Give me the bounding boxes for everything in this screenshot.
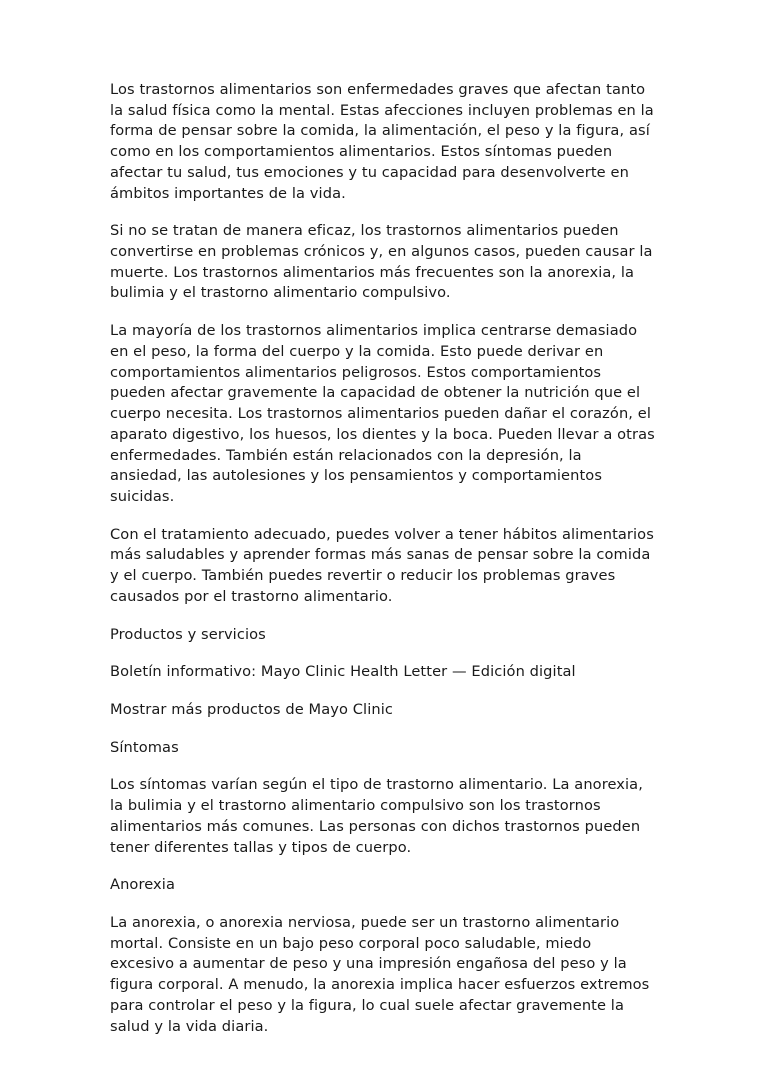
link-show-more-products[interactable]: Mostrar más productos de Mayo Clinic: [110, 700, 393, 718]
paragraph-focus-weight: La mayoría de los trastornos alimentarios implica centrarse demasiado en el peso, la forma del cuerpo y la comida. Esto puede derivar en comportamientos alimentarios peligrosos. Estos comportamientos pueden afectar gravemente la capacidad de obtener la nutrición que el cuerpo necesita. Los trastornos alimentarios pueden dañar el corazón, el aparato digestivo, los huesos, los dientes y la boca. Pueden llevar a otras enfermedades. También están relacionados con la depresión, la ansiedad, las autolesiones y los pensamientos y comportamientos suicidas.: [110, 322, 655, 505]
document-body: [110, 80, 656, 1037]
heading-symptoms: Síntomas: [110, 738, 179, 756]
link-newsletter[interactable]: Boletín informativo: Mayo Clinic Health Letter — Edición digital: [110, 663, 576, 681]
paragraph-symptoms-vary: Los síntomas varían según el tipo de trastorno alimentario. La anorexia, la bulimia y el trastorno alimentario compulsivo son los trastornos alimentarios más comunes. Las personas con dichos trastornos pueden tener diferentes tallas y tipos de cuerpo.: [110, 776, 643, 856]
heading-products-and-services: Productos y servicios: [110, 625, 266, 643]
heading-anorexia: Anorexia: [110, 876, 175, 894]
paragraph-chronic-problems: Si no se tratan de manera eficaz, los trastornos alimentarios pueden convertirse en problemas crónicos y, en algunos casos, pueden causar la muerte. Los trastornos alimentarios más frecuentes son la anorexia, la bulimia y el trastorno alimentario compulsivo.: [110, 222, 653, 302]
paragraph-intro: Los trastornos alimentarios son enfermedades graves que afectan tanto la salud física como la mental. Estas afecciones incluyen problemas en la forma de pensar sobre la comida, la alimentación, el peso y la figura, así como en los comportamientos alimentarios. Estos síntomas pueden afectar tu salud, tus emociones y tu capacidad para desenvolverte en ámbitos importantes de la vida.: [110, 81, 654, 202]
paragraph-treatment: Con el tratamiento adecuado, puedes volver a tener hábitos alimentarios más saludables y aprender formas más sanas de pensar sobre la comida y el cuerpo. También puedes revertir o reducir los problemas graves causados por el trastorno alimentario.: [110, 525, 654, 605]
paragraph-anorexia-description: La anorexia, o anorexia nerviosa, puede ser un trastorno alimentario mortal. Consiste en un bajo peso corporal poco saludable, miedo excesivo a aumentar de peso y una impresión engañosa del peso y la figura corporal. A menudo, la anorexia implica hacer esfuerzos extremos para controlar el peso y la figura, lo cual suele afectar gravemente la salud y la vida diaria.: [110, 914, 650, 1035]
